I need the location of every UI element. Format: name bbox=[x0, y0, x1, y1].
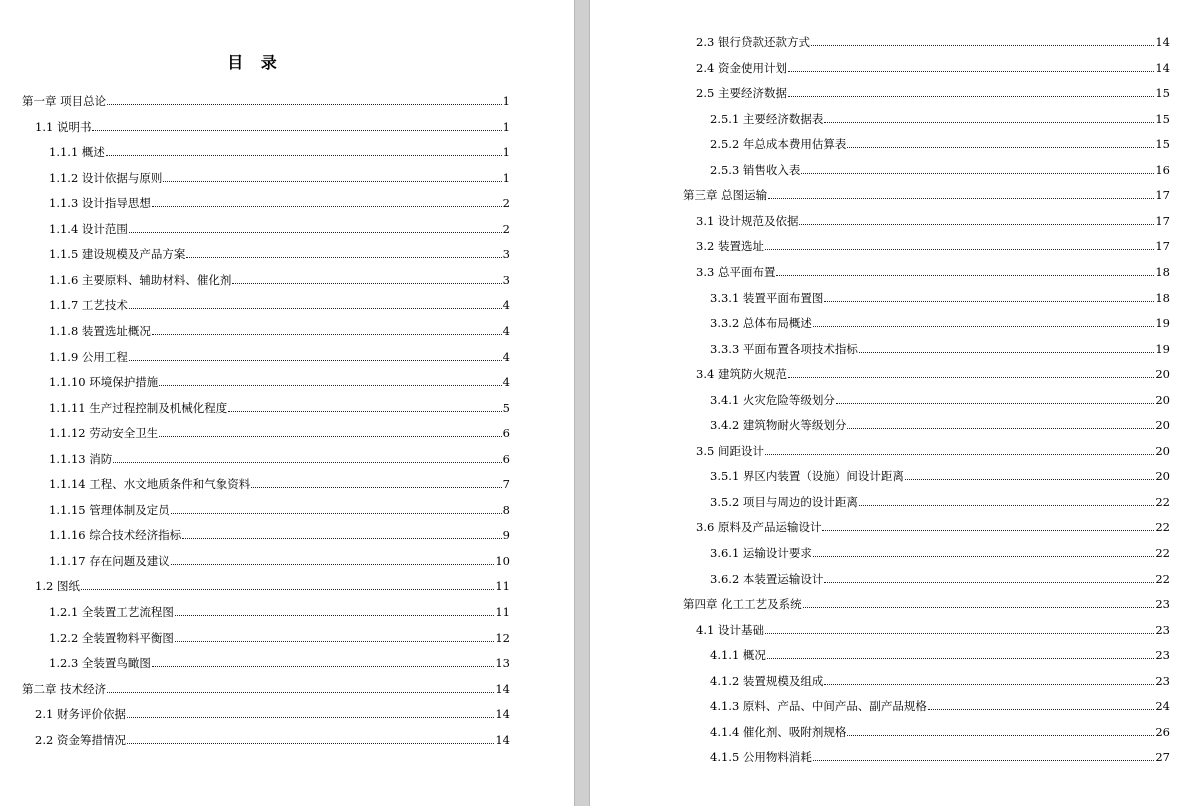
toc-entry-page: 4 bbox=[502, 349, 510, 364]
toc-entry-page: 12 bbox=[495, 630, 510, 645]
toc-dot-leader bbox=[127, 716, 494, 718]
toc-entry-page: 20 bbox=[1155, 392, 1170, 407]
toc-entry[interactable] bbox=[49, 245, 510, 263]
toc-entry[interactable] bbox=[22, 680, 510, 698]
toc-entry[interactable] bbox=[696, 59, 1170, 77]
toc-entry[interactable] bbox=[696, 84, 1170, 102]
toc-dot-leader bbox=[859, 504, 1154, 506]
toc-title: 目 录 bbox=[227, 53, 283, 72]
toc-entry-label: 3.3 总平面布置 bbox=[696, 264, 776, 279]
right-page bbox=[590, 0, 1202, 806]
toc-entry[interactable] bbox=[35, 705, 510, 723]
toc-entry-page: 23 bbox=[1155, 622, 1170, 637]
toc-entry-label: 1.1.15 管理体制及定员 bbox=[49, 502, 170, 517]
toc-entry-page: 4 bbox=[502, 375, 510, 390]
toc-dot-leader bbox=[788, 95, 1154, 97]
toc-dot-leader bbox=[171, 512, 502, 514]
toc-entry-label: 2.5.2 年总成本费用估算表 bbox=[710, 137, 847, 152]
toc-dot-leader bbox=[765, 632, 1154, 634]
toc-entry[interactable] bbox=[49, 552, 510, 570]
toc-dot-leader bbox=[228, 410, 501, 412]
toc-entry-label: 1.1.17 存在问题及建议 bbox=[49, 553, 170, 568]
toc-entry-page: 18 bbox=[1155, 264, 1170, 279]
toc-entry-label: 1.2.2 全装置物料平衡图 bbox=[49, 630, 174, 645]
toc-entry-page: 24 bbox=[1155, 699, 1170, 714]
toc-entry-page: 19 bbox=[1155, 316, 1170, 331]
toc-entry-label: 1.2.1 全装置工艺流程图 bbox=[49, 605, 174, 619]
toc-entry-page: 4 bbox=[502, 298, 510, 313]
toc-entry-page: 10 bbox=[495, 553, 510, 568]
toc-entry-page: 15 bbox=[1155, 86, 1170, 101]
toc-entry[interactable] bbox=[49, 348, 510, 366]
toc-dot-leader bbox=[152, 665, 494, 667]
toc-entry-label: 1.1.1 概述 bbox=[49, 145, 105, 160]
toc-entry-label: 1.1.3 设计指导思想 bbox=[49, 196, 151, 211]
toc-entry-page: 6 bbox=[502, 426, 510, 441]
toc-entry-label: 2.3 银行贷款还款方式 bbox=[696, 35, 810, 49]
toc-entry-label: 1.1.10 环境保护措施 bbox=[49, 375, 159, 390]
toc-entry[interactable] bbox=[49, 450, 510, 468]
toc-entry-page: 11 bbox=[495, 579, 510, 594]
toc-dot-leader bbox=[127, 742, 494, 744]
toc-entry-label: 4.1.5 公用物料消耗 bbox=[710, 750, 812, 765]
toc-entry[interactable] bbox=[49, 424, 510, 442]
toc-entry-label: 2.5 主要经济数据 bbox=[696, 86, 787, 101]
toc-entry-label: 4.1.2 装置规模及组成 bbox=[710, 673, 824, 688]
toc-dot-leader bbox=[152, 205, 502, 207]
toc-dot-leader bbox=[824, 581, 1154, 583]
toc-entry-page: 17 bbox=[1155, 188, 1170, 203]
toc-entry-label: 第二章 技术经济 bbox=[22, 681, 107, 696]
toc-entry[interactable] bbox=[49, 373, 510, 391]
toc-entry-page: 22 bbox=[1155, 571, 1170, 586]
toc-entry-label: 3.5.1 界区内装置（设施）间设计距离 bbox=[710, 469, 904, 484]
toc-dot-leader bbox=[765, 453, 1154, 455]
toc-entry-page: 22 bbox=[1155, 546, 1170, 560]
toc-entry-page: 26 bbox=[1155, 724, 1170, 739]
toc-entry-label: 1.1.4 设计范围 bbox=[49, 221, 128, 236]
toc-entry[interactable] bbox=[710, 467, 1170, 485]
toc-dot-leader bbox=[859, 351, 1154, 353]
toc-entry-label: 4.1.1 概况 bbox=[710, 648, 766, 663]
toc-dot-leader bbox=[813, 759, 1154, 761]
toc-entry[interactable] bbox=[696, 263, 1170, 281]
toc-entry[interactable] bbox=[49, 296, 510, 314]
toc-entry-label: 3.4.2 建筑物耐火等级划分 bbox=[710, 418, 847, 433]
toc-entry-page: 4 bbox=[502, 323, 510, 338]
toc-entry[interactable] bbox=[49, 194, 510, 212]
toc-dot-leader bbox=[801, 172, 1154, 174]
toc-dot-leader bbox=[159, 435, 501, 437]
toc-dot-leader bbox=[824, 121, 1154, 123]
toc-entry[interactable] bbox=[49, 501, 510, 519]
toc-entry-page: 5 bbox=[502, 400, 510, 415]
toc-entry-label: 2.4 资金使用计划 bbox=[696, 60, 787, 75]
toc-entry[interactable] bbox=[35, 577, 510, 595]
toc-entry[interactable] bbox=[710, 748, 1170, 766]
toc-entry[interactable] bbox=[710, 723, 1170, 741]
toc-dot-leader bbox=[129, 307, 502, 309]
toc-entry-label: 1.1.13 消防 bbox=[49, 451, 113, 466]
toc-dot-leader bbox=[847, 734, 1154, 736]
toc-entry-page: 22 bbox=[1155, 520, 1170, 535]
toc-entry[interactable] bbox=[710, 340, 1170, 358]
toc-dot-leader bbox=[824, 683, 1154, 685]
toc-entry-label: 3.6 原料及产品运输设计 bbox=[696, 520, 822, 535]
toc-entry[interactable] bbox=[49, 475, 510, 493]
toc-entry-page: 20 bbox=[1155, 443, 1170, 458]
toc-entry-label: 2.5.1 主要经济数据表 bbox=[710, 111, 824, 126]
toc-entry[interactable] bbox=[696, 237, 1170, 255]
toc-dot-leader bbox=[107, 691, 494, 693]
toc-entry-page: 9 bbox=[502, 528, 510, 543]
toc-entry[interactable] bbox=[696, 212, 1170, 230]
toc-entry[interactable] bbox=[710, 544, 1170, 562]
toc-entry-page: 7 bbox=[502, 477, 510, 492]
toc-dot-leader bbox=[129, 359, 502, 361]
toc-entry-label: 第三章 总图运输 bbox=[683, 188, 768, 203]
page-gutter bbox=[574, 0, 590, 806]
toc-dot-leader bbox=[803, 606, 1155, 608]
toc-entry-page: 17 bbox=[1155, 239, 1170, 254]
toc-entry-page: 15 bbox=[1155, 137, 1170, 152]
toc-entry[interactable] bbox=[49, 526, 510, 544]
toc-entry-page: 3 bbox=[502, 247, 510, 262]
toc-entry-label: 1.1.16 综合技术经济指标 bbox=[49, 528, 182, 543]
toc-entry-page: 13 bbox=[495, 656, 510, 671]
toc-dot-leader bbox=[765, 248, 1154, 250]
toc-entry-page: 27 bbox=[1155, 750, 1170, 765]
toc-dot-leader bbox=[824, 300, 1154, 302]
toc-entry[interactable] bbox=[710, 697, 1170, 715]
toc-entry-page: 18 bbox=[1155, 290, 1170, 305]
toc-entry[interactable] bbox=[710, 110, 1170, 128]
toc-entry[interactable] bbox=[49, 143, 510, 161]
toc-entry-page: 23 bbox=[1155, 673, 1170, 688]
toc-dot-leader bbox=[92, 129, 501, 131]
toc-dot-leader bbox=[251, 486, 501, 488]
toc-entry-label: 2.2 资金筹措情况 bbox=[35, 732, 126, 747]
toc-entry-page: 20 bbox=[1155, 418, 1170, 433]
toc-entry-page: 1 bbox=[502, 94, 510, 108]
toc-entry-page: 14 bbox=[495, 707, 510, 722]
toc-entry[interactable] bbox=[35, 118, 510, 136]
toc-entry-label: 1.1.9 公用工程 bbox=[49, 349, 128, 364]
toc-entry[interactable] bbox=[683, 595, 1170, 613]
toc-entry-label: 3.6.2 本装置运输设计 bbox=[710, 571, 824, 586]
toc-dot-leader bbox=[811, 44, 1154, 46]
toc-entry[interactable] bbox=[710, 493, 1170, 511]
toc-entry[interactable] bbox=[710, 135, 1170, 153]
toc-entry-page: 23 bbox=[1155, 597, 1170, 612]
toc-entry-label: 3.3.3 平面布置各项技术指标 bbox=[710, 341, 858, 356]
toc-entry-label: 4.1.4 催化剂、吸附剂规格 bbox=[710, 724, 847, 739]
toc-dot-leader bbox=[171, 563, 495, 565]
toc-entry-label: 1.1.14 工程、水文地质条件和气象资料 bbox=[49, 477, 251, 492]
toc-entry[interactable] bbox=[696, 365, 1170, 383]
toc-entry[interactable] bbox=[696, 518, 1170, 536]
toc-dot-leader bbox=[905, 478, 1154, 480]
toc-entry[interactable] bbox=[35, 731, 510, 749]
toc-entry[interactable] bbox=[49, 603, 510, 621]
toc-entry[interactable] bbox=[49, 629, 510, 647]
toc-entry-page: 14 bbox=[1155, 35, 1170, 49]
toc-entry-page: 11 bbox=[495, 605, 510, 619]
toc-dot-leader bbox=[788, 70, 1154, 72]
toc-entry[interactable] bbox=[49, 220, 510, 238]
toc-entry[interactable] bbox=[49, 322, 510, 340]
toc-entry[interactable] bbox=[696, 33, 1170, 51]
toc-entry-label: 1.1.11 生产过程控制及机械化程度 bbox=[49, 400, 228, 415]
toc-entry-label: 2.5.3 销售收入表 bbox=[710, 162, 801, 177]
toc-entry-page: 14 bbox=[495, 732, 510, 747]
toc-entry-page: 2 bbox=[502, 221, 510, 236]
toc-dot-leader bbox=[152, 333, 502, 335]
toc-dot-leader bbox=[788, 376, 1154, 378]
toc-entry-label: 1.1.7 工艺技术 bbox=[49, 298, 128, 313]
toc-dot-leader bbox=[175, 640, 494, 642]
toc-entry[interactable] bbox=[710, 646, 1170, 664]
toc-entry-page: 19 bbox=[1155, 341, 1170, 356]
toc-entry-page: 2 bbox=[502, 196, 510, 211]
toc-entry-page: 23 bbox=[1155, 648, 1170, 663]
left-page bbox=[0, 0, 574, 806]
toc-entry-label: 3.4 建筑防火规范 bbox=[696, 367, 787, 382]
toc-entry[interactable] bbox=[49, 169, 510, 187]
toc-entry-page: 15 bbox=[1155, 111, 1170, 126]
toc-dot-leader bbox=[186, 256, 501, 258]
toc-entry-label: 2.1 财务评价依据 bbox=[35, 707, 126, 722]
toc-entry-label: 1.1.8 装置选址概况 bbox=[49, 323, 151, 338]
toc-entry-label: 3.1 设计规范及依据 bbox=[696, 213, 799, 228]
toc-dot-leader bbox=[106, 154, 502, 156]
toc-entry[interactable] bbox=[710, 416, 1170, 434]
toc-entry[interactable] bbox=[710, 289, 1170, 307]
toc-dot-leader bbox=[182, 537, 501, 539]
toc-entry-label: 1.2 图纸 bbox=[35, 579, 80, 594]
toc-entry[interactable] bbox=[49, 399, 510, 417]
toc-dot-leader bbox=[928, 708, 1154, 710]
toc-entry[interactable] bbox=[710, 672, 1170, 690]
toc-entry-label: 1.1.5 建设规模及产品方案 bbox=[49, 247, 186, 262]
toc-dot-leader bbox=[836, 402, 1154, 404]
toc-dot-leader bbox=[175, 614, 494, 616]
toc-entry-label: 1.1.12 劳动安全卫生 bbox=[49, 426, 159, 441]
toc-entry-label: 1.1 说明书 bbox=[35, 119, 92, 134]
toc-dot-leader bbox=[847, 427, 1154, 429]
toc-dot-leader bbox=[768, 197, 1154, 199]
toc-entry-page: 8 bbox=[502, 502, 510, 517]
toc-entry-page: 1 bbox=[502, 119, 510, 134]
toc-entry-page: 14 bbox=[495, 681, 510, 696]
toc-dot-leader bbox=[129, 231, 502, 233]
toc-entry-page: 16 bbox=[1155, 162, 1170, 177]
toc-dot-leader bbox=[799, 223, 1154, 225]
toc-entry-label: 3.2 装置选址 bbox=[696, 239, 764, 254]
toc-dot-leader bbox=[159, 384, 501, 386]
toc-entry[interactable] bbox=[696, 621, 1170, 639]
toc-dot-leader bbox=[813, 325, 1154, 327]
toc-entry[interactable] bbox=[710, 314, 1170, 332]
toc-entry-page: 3 bbox=[502, 272, 510, 287]
toc-entry-page: 14 bbox=[1155, 60, 1170, 75]
toc-dot-leader bbox=[113, 461, 501, 463]
toc-entry-label: 3.3.1 装置平面布置图 bbox=[710, 290, 824, 305]
toc-dot-leader bbox=[847, 146, 1154, 148]
toc-entry-label: 3.6.1 运输设计要求 bbox=[710, 546, 812, 560]
toc-entry[interactable] bbox=[49, 271, 510, 289]
toc-entry-label: 3.3.2 总体布局概述 bbox=[710, 316, 812, 331]
toc-dot-leader bbox=[232, 282, 501, 284]
toc-entry-label: 第四章 化工工艺及系统 bbox=[683, 597, 802, 612]
toc-entry-page: 22 bbox=[1155, 494, 1170, 509]
toc-entry[interactable] bbox=[22, 92, 510, 110]
toc-entry-label: 第一章 项目总论 bbox=[22, 94, 107, 108]
toc-entry-label: 3.5 间距设计 bbox=[696, 443, 764, 458]
toc-dot-leader bbox=[163, 180, 501, 182]
toc-dot-leader bbox=[107, 103, 502, 105]
toc-dot-leader bbox=[767, 657, 1154, 659]
toc-entry[interactable] bbox=[683, 186, 1170, 204]
toc-entry-label: 4.1 设计基础 bbox=[696, 622, 764, 637]
toc-entry-page: 1 bbox=[502, 145, 510, 160]
toc-entry[interactable] bbox=[710, 391, 1170, 409]
toc-entry-label: 3.4.1 火灾危险等级划分 bbox=[710, 392, 835, 407]
toc-entry[interactable] bbox=[49, 654, 510, 672]
toc-entry[interactable] bbox=[710, 161, 1170, 179]
toc-entry-page: 20 bbox=[1155, 469, 1170, 484]
toc-entry-page: 20 bbox=[1155, 367, 1170, 382]
toc-entry-page: 6 bbox=[502, 451, 510, 466]
toc-dot-leader bbox=[813, 555, 1154, 557]
toc-dot-leader bbox=[81, 588, 494, 590]
toc-dot-leader bbox=[822, 529, 1154, 531]
toc-entry-label: 1.1.2 设计依据与原则 bbox=[49, 170, 163, 185]
toc-entry-label: 4.1.3 原料、产品、中间产品、副产品规格 bbox=[710, 699, 927, 714]
toc-entry-label: 1.2.3 全装置鸟瞰图 bbox=[49, 656, 151, 671]
toc-entry[interactable] bbox=[710, 570, 1170, 588]
toc-entry[interactable] bbox=[696, 442, 1170, 460]
toc-entry-label: 3.5.2 项目与周边的设计距离 bbox=[710, 494, 858, 509]
toc-dot-leader bbox=[776, 274, 1154, 276]
toc-entry-label: 1.1.6 主要原料、辅助材料、催化剂 bbox=[49, 272, 232, 287]
toc-entry-page: 1 bbox=[502, 170, 510, 185]
toc-entry-page: 17 bbox=[1155, 213, 1170, 228]
